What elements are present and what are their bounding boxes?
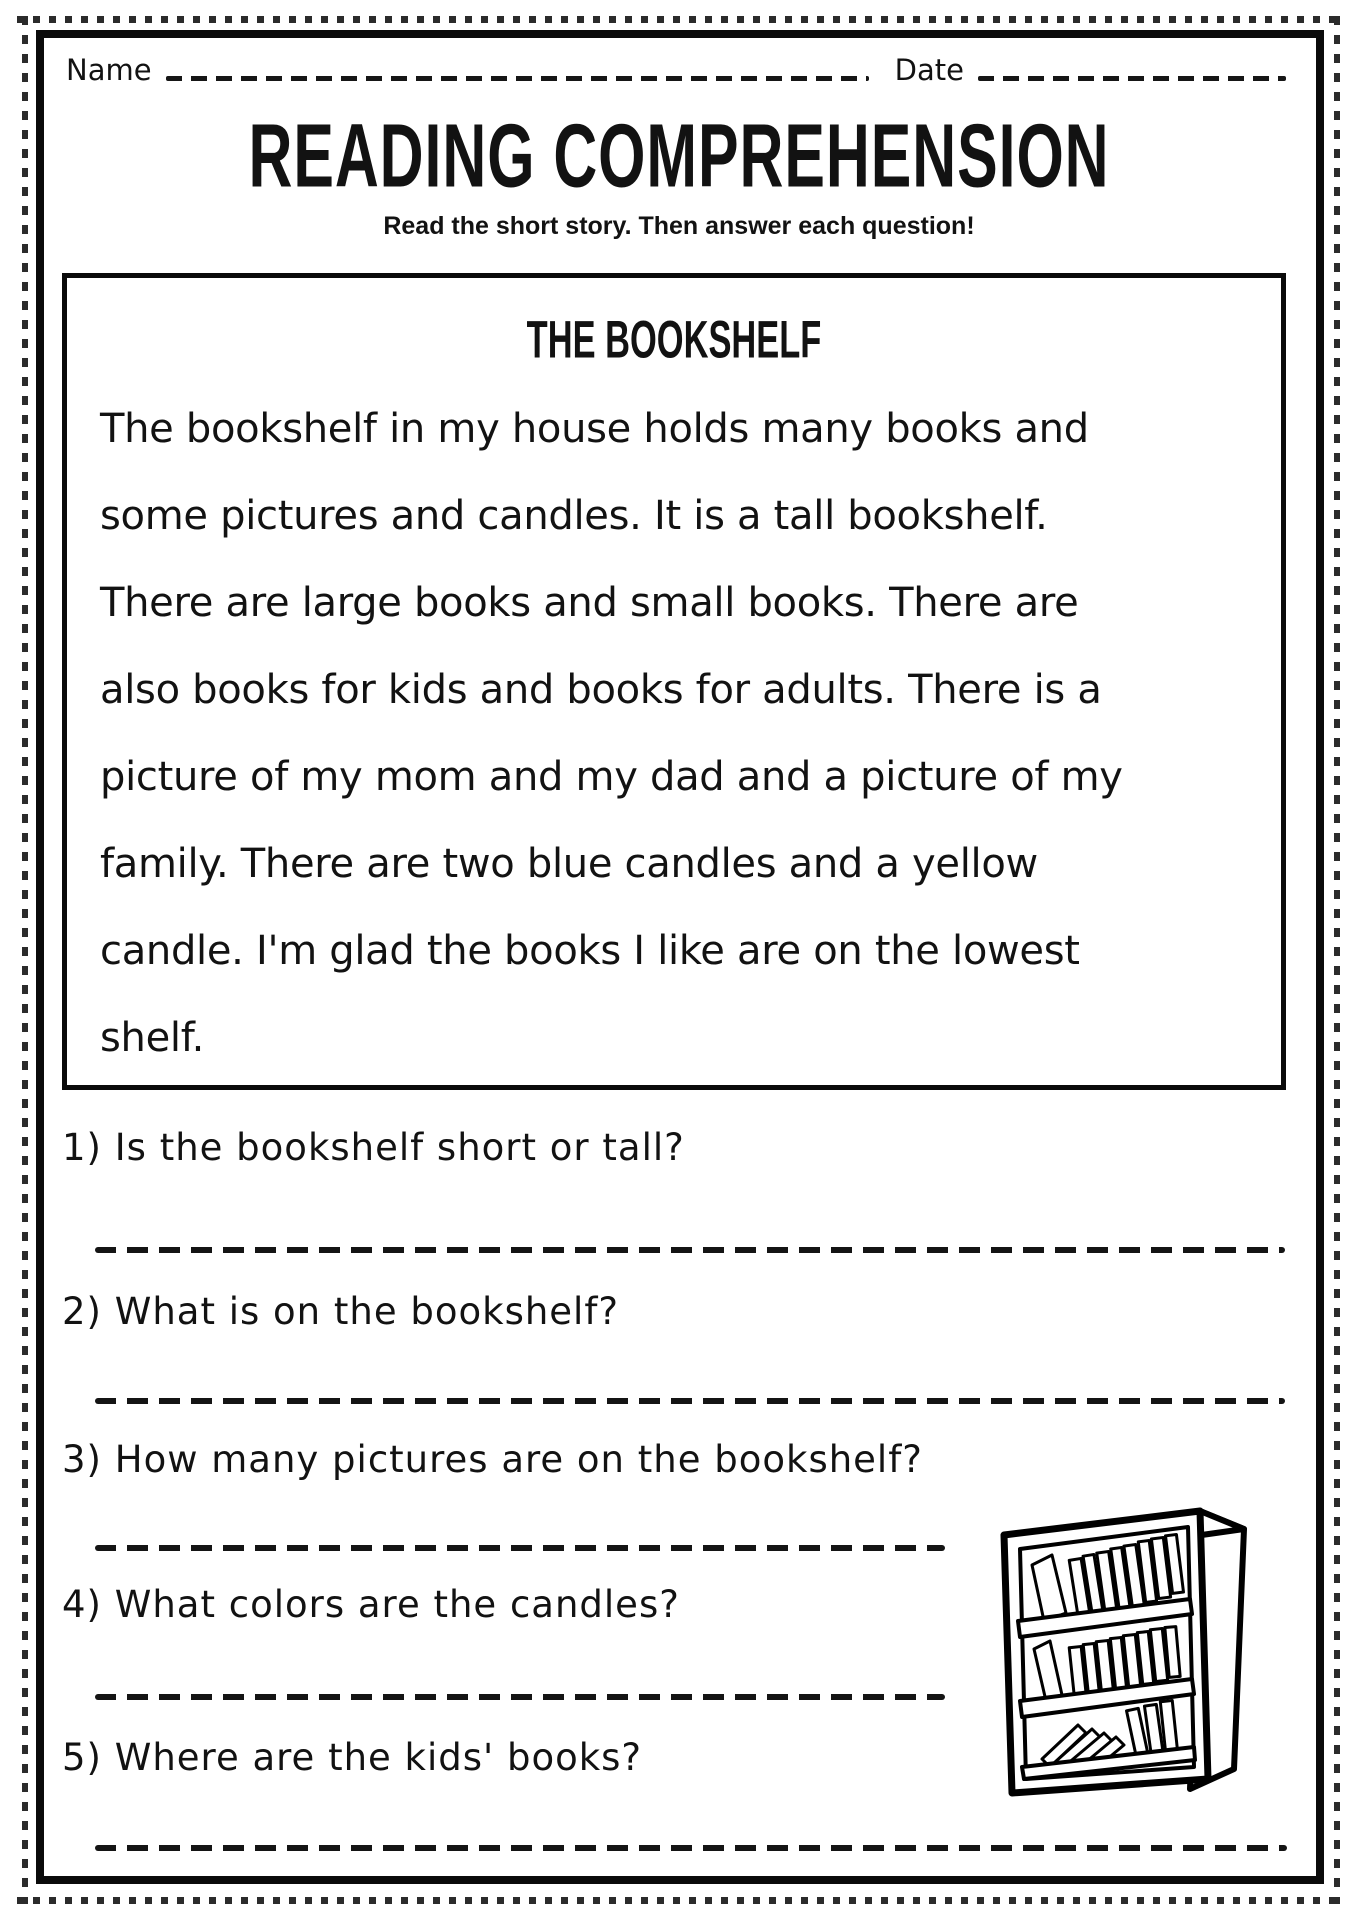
dotted-border-bottom [17, 1897, 1341, 1904]
answer-line-5 [95, 1845, 1287, 1851]
story-line: family. There are two blue candles and a yellow [100, 841, 1038, 887]
answer-line-3 [95, 1545, 945, 1551]
name-date-row [66, 53, 1286, 87]
answer-line-1 [95, 1247, 1285, 1253]
story-line: There are large books and small books. There are [100, 580, 1079, 626]
date-label: Date [894, 53, 964, 87]
dotted-border-right [1334, 16, 1340, 1904]
story-line: some pictures and candles. It is a tall bookshelf. [100, 493, 1048, 539]
question-number: 4) [62, 1583, 102, 1626]
question-1 [62, 1126, 685, 1169]
question-text: What is on the bookshelf? [114, 1290, 619, 1333]
story-line: picture of my mom and my dad and a picture of my [100, 754, 1123, 800]
answer-line-2 [95, 1398, 1285, 1404]
question-number: 2) [62, 1290, 102, 1333]
question-4 [62, 1583, 680, 1626]
question-5 [62, 1736, 642, 1779]
name-write-line [166, 76, 869, 81]
story-title: THE BOOKSHELF [526, 310, 822, 369]
story-text [100, 386, 1271, 1082]
page-title: READING COMPREHENSION [248, 105, 1110, 207]
date-write-line [978, 76, 1286, 81]
page-subtitle: Read the short story. Then answer each question! [383, 212, 975, 240]
question-text: What colors are the candles? [114, 1583, 680, 1626]
bookshelf-illustration [986, 1487, 1266, 1797]
question-text: How many pictures are on the bookshelf? [114, 1438, 923, 1481]
story-line: also books for kids and books for adults. There is a [100, 667, 1102, 713]
name-label: Name [66, 53, 152, 87]
story-line: The bookshelf in my house holds many books and [100, 406, 1089, 452]
story-line: shelf. [100, 1015, 205, 1061]
question-2 [62, 1290, 619, 1333]
dotted-border-left [22, 16, 28, 1904]
question-3 [62, 1438, 923, 1481]
dotted-border-top [17, 16, 1341, 23]
story-box [62, 273, 1286, 1090]
question-number: 3) [62, 1438, 102, 1481]
answer-line-4 [95, 1694, 945, 1700]
question-number: 1) [62, 1126, 102, 1169]
question-number: 5) [62, 1736, 102, 1779]
story-line: candle. I'm glad the books I like are on the lowest [100, 928, 1080, 974]
question-text: Where are the kids' books? [114, 1736, 643, 1779]
question-text: Is the bookshelf short or tall? [114, 1126, 685, 1169]
